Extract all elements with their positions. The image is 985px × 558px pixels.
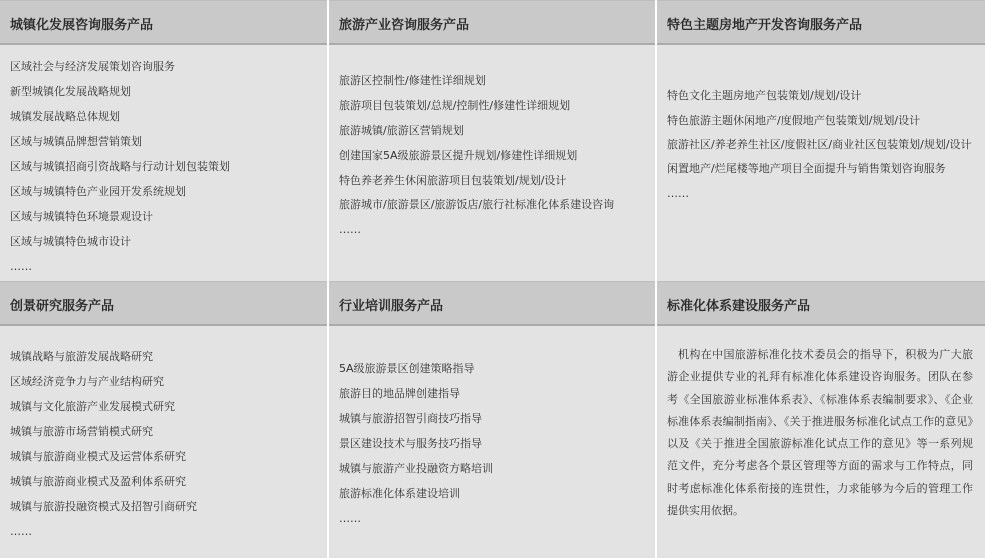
section-body-theme-real-estate bbox=[657, 45, 985, 281]
section-header-tourism-industry bbox=[329, 0, 655, 45]
standardization-paragraph: 机构在中国旅游标准化技术委员会的指导下，积极为广大旅游企业提供专业的礼拜有标准化体系建设咨询服务。团队在参考《全国旅游业标准体系表》、《标准体系表编制要求》、《企业标准体系表编制指南》、《关于推进服务标准化试点工作的意见》以及《关于推进全国旅游标准化试点工作的意见》等一系列规范文件，充分考虑各个景区管理等方面的需求与工作特点，同时考虑标准化体系衔接的连贯性，力求能够为今后的管理工作提供实用依据。 bbox=[667, 348, 973, 518]
list-item: 城镇与文化旅游产业发展模式研究 bbox=[10, 400, 175, 413]
service-list bbox=[667, 83, 977, 206]
list-item: 城镇与旅游市场营销模式研究 bbox=[10, 425, 153, 438]
section-title: 标准化体系建设服务产品 bbox=[667, 299, 811, 314]
section-header-urbanization bbox=[0, 0, 327, 45]
list-item: 旅游标准化体系建设培训 bbox=[339, 487, 460, 500]
list-item: 闲置地产/烂尾楼等地产项目全面提升与销售策划咨询服务 bbox=[667, 162, 946, 175]
section-title: 旅游产业咨询服务产品 bbox=[339, 18, 470, 33]
section-title: 行业培训服务产品 bbox=[339, 299, 444, 314]
section-body-urbanization bbox=[0, 45, 327, 281]
list-item: 特色养老养生休闲旅游项目包装策划/规划/设计 bbox=[339, 174, 567, 187]
section-header-theme-real-estate bbox=[657, 0, 985, 45]
list-item: 创建国家5A级旅游景区提升规划/修建性详细规划 bbox=[339, 149, 578, 162]
list-item: 城镇与旅游商业模式及盈利体系研究 bbox=[10, 475, 186, 488]
section-header-standardization bbox=[657, 281, 985, 326]
section-body-tourism-industry bbox=[329, 45, 655, 281]
list-item: 旅游项目包装策划/总规/控制性/修建性详细规划 bbox=[339, 99, 571, 112]
list-item: 区域社会与经济发展策划咨询服务 bbox=[10, 60, 175, 73]
list-item: 特色文化主题房地产包装策划/规划/设计 bbox=[667, 89, 862, 102]
list-item-ellipsis: …… bbox=[339, 223, 361, 236]
section-title: 城镇化发展咨询服务产品 bbox=[10, 18, 154, 33]
section-header-research bbox=[0, 281, 327, 326]
list-item: 5A级旅游景区创建策略指导 bbox=[339, 362, 475, 375]
list-item: 旅游社区/养老养生社区/度假社区/商业社区包装策划/规划/设计 bbox=[667, 138, 972, 151]
list-item: 区域与城镇特色产业园开发系统规划 bbox=[10, 185, 186, 198]
list-item: 旅游城市/旅游景区/旅游饭店/旅行社标准化体系建设咨询 bbox=[339, 198, 615, 211]
section-header-training bbox=[329, 281, 655, 326]
service-list bbox=[339, 356, 647, 531]
list-item: 城镇与旅游投融资模式及招智引商研究 bbox=[10, 500, 197, 513]
list-item: 城镇与旅游商业模式及运营体系研究 bbox=[10, 450, 186, 463]
section-title: 创景研究服务产品 bbox=[10, 299, 115, 314]
list-item: 新型城镇化发展战略规划 bbox=[10, 85, 131, 98]
list-item: 区域与城镇特色环境景观设计 bbox=[10, 210, 153, 223]
list-item-ellipsis: …… bbox=[667, 187, 689, 200]
section-title: 特色主题房地产开发咨询服务产品 bbox=[667, 18, 863, 33]
list-item: 旅游目的地品牌创建指导 bbox=[339, 387, 460, 400]
service-list bbox=[10, 344, 319, 544]
section-body-research bbox=[0, 326, 327, 558]
list-item: 景区建设技术与服务技巧指导 bbox=[339, 437, 482, 450]
section-body-training bbox=[329, 326, 655, 558]
list-item: 城镇与旅游招智引商技巧指导 bbox=[339, 412, 482, 425]
list-item: 城镇与旅游产业投融资方略培训 bbox=[339, 462, 493, 475]
section-body-standardization bbox=[657, 326, 985, 558]
list-item-ellipsis: …… bbox=[10, 525, 32, 538]
list-item: 城镇发展战略总体规划 bbox=[10, 110, 120, 123]
list-item: 区域与城镇品牌想营销策划 bbox=[10, 135, 142, 148]
list-item: 区域经济竞争力与产业结构研究 bbox=[10, 375, 164, 388]
service-list bbox=[339, 68, 647, 242]
list-item: 区域与城镇特色城市设计 bbox=[10, 235, 131, 248]
list-item: 区域与城镇招商引资战略与行动计划包装策划 bbox=[10, 160, 230, 173]
list-item: 特色旅游主题休闲地产/度假地产包装策划/规划/设计 bbox=[667, 114, 921, 127]
service-list bbox=[10, 54, 319, 279]
list-item-ellipsis: …… bbox=[10, 260, 32, 273]
list-item-ellipsis: …… bbox=[339, 512, 361, 525]
list-item: 旅游城镇/旅游区营销规划 bbox=[339, 124, 464, 137]
list-item: 城镇战略与旅游发展战略研究 bbox=[10, 350, 153, 363]
list-item: 旅游区控制性/修建性详细规划 bbox=[339, 74, 486, 87]
